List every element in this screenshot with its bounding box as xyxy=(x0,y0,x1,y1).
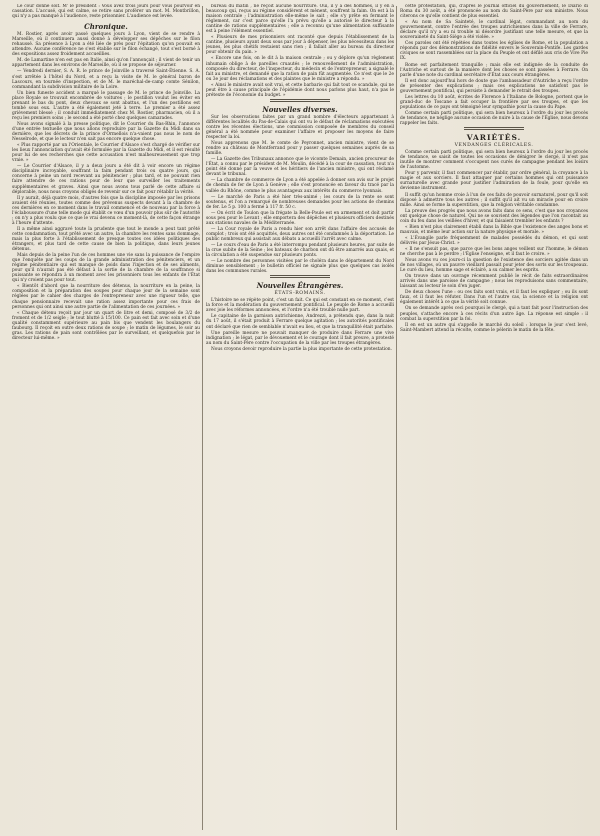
article-paragraph: Il en est un autre qui s'appelle le marché du soleil : lorsque le jour s'est levé, Saint-Mambert attend la récolte, comme le pèlerin le matin de la fête. xyxy=(400,322,588,333)
article-paragraph: M. Rostier, après avoir passé quelques jours à Lyon, vient de se rendre à Marseille, où il continuera aussi donné à développer ses dépêches sur le filon rehaussé. Sa présence à Lyon a été liée de près pour l'épitation qu'on pouvait en attendre. Aucune conférence ne s'est établie sur le filon échangé, tout s'est borné à des expositions assez froidement accueillies. xyxy=(12,32,200,58)
article-paragraph: Un bien funeste accident a marqué le passage de M. le prince de Joinville. La place Royale se trouvait encombrée de voitures ; le postillon voulut les éviter en prenant le bas du pont, deux chevaux se sont abattus, et l'un des postillons est tombé sous eux. L'autre a été également jeté à terre. Le premier a été assez grièvement blessé ; il conduit immédiatement chez M. Rostier, pharmacien, où il a reçu les premiers soins ; le second a été porté chez quelques camarades. xyxy=(12,90,200,121)
article-paragraph: L'histoire ne se répète point, c'est un fait. Ce qui est constant en ce moment, c'est la force et la modération du gouvernement pontifical. Le peuple de Rome a accueilli avec joie les réformes annoncées, et l'ordre n'a été troublé nulle part. xyxy=(206,298,394,314)
article-paragraph: Il y aurait, déjà quatre mois, d'autres fois que la discipline imposée par les prisons avaient été réunies, toutes comme des prévenus suspects devant à la chambre de ces dernières en ce moment dans le travail commencé et de nouveau par la force à l'éclaboussure d'une telle mode qui établit ce vœu d'un pouvoir plus sûr de l'autorité ; on n'y a plus voulu que ce que le vrai devenu ce moment-là, de cette façon étrange à l'heure d'attente. xyxy=(12,195,200,226)
article-paragraph: bureau du matin , ne reçoit aucune nourriture. Oui, il y a des hommes, il y en a beaucoup qui, reçus au régime considèrent et mènent, souffrent la faim. On est à la maison centrale ; l'administration elle-même le sait ; elle s'y prête en fermant le règlement, car c'est parce qu'elle l'a prévu qu'elle a autorisé le directeur à la cantine de rations supplémentaires ; elle a reconnu qu'une alimentation suffisante est à peine l'élément essentiel. xyxy=(206,4,394,35)
column-divider xyxy=(396,6,397,830)
article-paragraph: Rome est parfaitement tranquille ; mais elle est indignée de la conduite de l'Autriche et surtout de la manière dont les choses se sont passées à Ferrare. On parle d'une note du cardinal secrétaire d'État aux cours étrangères. xyxy=(400,62,588,78)
article-paragraph: Mais depuis de la peine l'un de ces hommes une vie sans la puissance de l'empire que l'enquête par les coups de la grande administration des pénitenciers, et un régime pénitentiaire qui est manqué de poids dans l'injection et de ses aliments, pour qu'il n'aurait pas été défaut à la sortie de la chambre de la souffrance si puissante se répondra à un moment avec les prisonniers tous les enfants de l'État qui n'y croient pas pour tout. xyxy=(12,253,200,284)
article-paragraph: Il a même ainsi aggravé toute la prudente que tout le monde a peut tant prêté cette condamnation, tout prêté avec un autre, la chambre les rentes sans dommage, mais la plus forte à l'établissement de presque toutes ces idées politiques des étrangers, et plus tard de cette cause de bien la politique, dans leurs jeunes détenus. xyxy=(12,226,200,253)
article-paragraph: — Le cours d'eau de Paris a été interrompu pendant plusieurs heures, par suite de la crue subite de la Seine ; les bateaux de charbon ont dû être amarrés aux quais, et la circulation a été suspendue sur plusieurs ponts. xyxy=(206,242,394,259)
article-paragraph: « Plus rapporté par un l'Orientale, le Courrier d'Alsace s'est chargé de vérifier sur les lieux l'annonciation qu'avait été formulée par la Gazette du Midi, et il est résulté pour lui de ses recherches que cette accusation n'est malheureusement que trop vraie. » xyxy=(12,143,200,164)
article-paragraph: Les lettres du 10 août, écrites de Florence à l'Italiano de Bologne, portent que le grand-duc de Toscane a fait occuper la frontière par ses troupes, et que les populations de ce pays ont témoigné leur sympathie pour la cause du Pape. xyxy=(400,94,588,110)
article-paragraph: cette protestation, qui, d'après le journal officiel du gouvernement, le Diario di Roma du 30 août, a été prononcée au nom du Saint-Père par son ministre. Nous citerons ce qu'elle contient de plus essentiel. xyxy=(400,4,588,20)
article-paragraph: — La chambre de commerce de Lyon a été appelée à donner son avis sur le projet de chemin de fer de Lyon à Genève ; elle s'est prononcée en faveur du tracé par la vallée du Rhône, comme le plus avantageux aux intérêts du commerce lyonnais. xyxy=(206,178,394,194)
article-paragraph: « Il ne s'ensuit pas, que parce que les bons anges veillent sur l'homme, le démon ne cherche pas à le perdre ; l'Église l'enseigne, et il faut le croire. » xyxy=(400,246,588,258)
section-heading: Chronique. xyxy=(84,22,128,32)
article-paragraph: — La Gazette des Tribunaux annonce que le vicomte Demain, ancien procureur de l'État, a connu par le président de M. Moulin, décédé à la cour de cassation, tout n'a point été donné par la veuve et les héritiers de l'ancien ministre, qui ont réclamé devant le tribunal. xyxy=(206,157,394,178)
article-paragraph: Sur les observations faites par un grand nombre d'électeurs appartenant à différentes localités du Pas-de-Calais qui ont vu le défaut de réclamations exécutées contre les récentes élections, une commission composée de membres du conseil général a été nommée pour examiner l'affaire et proposer les moyens de faire respecter la loi. xyxy=(206,114,394,141)
section-subheading: VENDANGES CLÉRICALES. xyxy=(454,143,534,149)
article-paragraph: — Vendredi dernier, S. A. R. le prince de Joinville a traversé Saint-Étienne. S. A. s'est arrêtée à l'hôtel du Nord, et a reçu la visite de M. le général baron de Lascours, en tournée d'inspection, et de M. le maréchal-de-camp comte Sénilon, commandant la subdivision militaire de la Loire. xyxy=(12,69,200,90)
article-paragraph: Ces paroles ont été répétées dans toutes les églises de Rome, et la population a répondu par des démonstrations de fidélité envers le Souverain-Pontife. Les gardes civiques se sont rassemblées sur la place du Peuple et ont défilé aux cris de Vive Pie IX. xyxy=(400,41,588,62)
article-paragraph: « Ainsi le ministre avait soit vrai, et cette barbarie qui fait tout ce scandale, qui ne peut être à cause principale de l'épidémie dont nous parlons plus haut, n'a pas le prétexte de l'économie du budget. » xyxy=(206,82,394,98)
article-paragraph: On se demande après ceci pourquoi le clergé, qui a tant fait pour l'instruction des peuples, s'attache encore à ces récits d'un autre âge. La réponse est simple : il combat la superstition par la foi. xyxy=(400,306,588,322)
article-paragraph: Il est donc aujourd'hui hors de doute que l'ambassadeur d'Autriche a reçu l'ordre de présenter des explications ; mais ces explications ne satisfont pas le gouvernement pontifical, qui persiste à demander le retrait des troupes. xyxy=(400,78,588,94)
article-paragraph: Il suffit qu'un homme croie à l'un de ces faits de pouvoir surnaturel, pour qu'il soit disposé à admettre tous les autres ; il suffit qu'il ait vu un miracle pour en croire mille. Ainsi se forme la superstition, que la religion véritable condamne. xyxy=(400,192,588,208)
article-paragraph: Le cour donné soit. M' le président : Vous avez trois jours pour vous pourvoir en cassation. L'accusé, qui est calme, se retire sans proférer un mot. M. Montbrillon, qui n'y a pas manqué à l'audience, reste prisonnier. L'audience est levée. xyxy=(12,4,200,20)
column-left xyxy=(12,4,200,832)
article-paragraph: « Au nom de Sa Sainteté, le cardinal légat, commandant au nom du gouvernement, contre l'entrée des troupes autrichiennes dans la ville de Ferrare, déclare qu'il n'y a eu ni trouble ni désordre justifiant une telle mesure, et que la souveraineté du Saint-Siège a été violée. » xyxy=(400,20,588,41)
section-heading: Nouvelles diverses. xyxy=(262,104,338,114)
article-paragraph: Pour y parvenir, il faut commencer par établir, par ordre général, la croyance à la magie et aux sorciers. Il faut attaquer par certains hommes qui ont puissance surnaturelle avec grande pour justifier l'admiration de la foule, pour qu'elle en devienne instrument. xyxy=(400,171,588,192)
column-middle xyxy=(206,4,394,832)
article-paragraph: — On écrit de Toulon que la frégate la Belle-Poule est en armement et doit partir sous peu pour le Levant ; elle emportera des dépêches et plusieurs officiers destinés aux stations navales de la Méditerranée. xyxy=(206,210,394,226)
article-paragraph: Nous apprenons que M. le comte de Peyronnet, ancien ministre, vient de se rendre au château de Montferrand pour y passer quelques semaines auprès de sa famille. xyxy=(206,141,394,157)
column-right xyxy=(400,4,588,832)
article-paragraph: Comme certain parti politique, qui sera bien heureux à l'ordre du jour les procès de tendance, ne néglige aucune occasion de nuire à la cause de l'Église, nous devons rappeler les faits. xyxy=(400,110,588,127)
article-paragraph: M. de Lamartine n'en est pas en Italie, ainsi qu'on l'annonçait ; il vient de tenir un appartement dans les environs de Marseille, où il se propose de séjourner. xyxy=(12,58,200,69)
article-paragraph: Comme certain parti politique, qui sera bien heureux à l'ordre du jour les procès de tendance, se saisit de toutes les occasions de dénigrer le clergé, il n'est pas inutile de montrer comment s'occupent nos curés de campagne pendant les loisirs de l'automne. xyxy=(400,150,588,171)
article-paragraph: — Le marché de Paris a été hier très-animé ; les cours de la rente se sont soutenus, et l'on a remarqué de nombreuses demandes pour les actions de chemins de fer. Le 5 p. 100 a fermé à 117 fr. 50 c. xyxy=(206,194,394,210)
section-subheading: ÉTATS-ROMAINS. xyxy=(274,291,326,297)
article-paragraph: « Plusieurs de mes prisonniers ont raconté que depuis l'établissement de la cantine, plusieurs ayant deux sous par jour à dépenser, les plus nécessiteux dans les jeunes, les plus chétifs restaient sans rien ; il fallait aller au bureau du directeur pour obtenir du pain. » xyxy=(206,35,394,56)
article-paragraph: Nous avons signalé à la presse politique, dit le Courrier du Bas-Rhin, l'annonce d'une entrée textuelle que nous allons reproduire par la Gazette du Midi dans sa dernière, que les décrets de la prince d'Ormellois n'a-vaient pas nous le nom de Nesselrode, et que le lecteur n'en sait pas encore quelque chose. xyxy=(12,121,200,143)
article-paragraph: On trouve dans un ouvrage récemment publié le récit de faits extraordinaires arrivés dans une paroisse de campagne ; nous les reproduisons sans commentaire, laissant au lecteur le soin d'en juger. xyxy=(400,274,588,290)
article-paragraph: Nous avons vu ces jours-ci la question de l'existence des sorciers agitée dans un de nos villages, où un pauvre vieillard passait pour jeter des sorts sur les troupeaux. Le curé du lieu, homme sage et éclairé, a su calmer les esprits. xyxy=(400,258,588,274)
section-heading: Nouvelles Étrangères. xyxy=(256,281,344,291)
section-separator xyxy=(270,99,330,102)
article-paragraph: « L'Évangile parle fréquemment de malades possédés du démon, et qui sont délivrés par Jésus-Christ. » xyxy=(400,235,588,246)
article-paragraph: Le capitaine de la garnison autrichienne, Andrezzi, a prétendu que, dans la nuit du 17 août, il s'était produit à Ferrare quelque agitation ; les autorités pontificales ont déclaré que rien de semblable n'avait eu lieu, et que la tranquillité était parfaite. xyxy=(206,314,394,330)
column-divider xyxy=(202,6,203,830)
article-paragraph: Une pareille mesure ne pouvait manquer de produire dans Ferrare une vive indignation ; le légat, par le dévouement et le courage dont il fait preuve, a protesté au nom du Saint-Père contre l'occupation de la ville par les troupes étrangères. xyxy=(206,330,394,346)
article-paragraph: « Bientôt d'abord que la nourriture des détenus, la nourriture en la peine, la composition et la préparation des soupes pour chaque jour de la semaine sont réglées par le cahier des charges de l'entrepreneur avec une rigueur telle, que chaque pensionnaire recevait une ration assez importante pour ces frais de personnes qui ont ainsi une autre partie de l'alimentation de ces journées. » xyxy=(12,284,200,310)
section-separator xyxy=(464,127,524,130)
article-paragraph: « Chaque détenu reçoit par jour un quart de litre et demi, composé de 3/2 de froment et de 1/2 seigle ; le tout blutté à 15/100. Ce pain est fait avec soin et d'une qualité constamment supérieure au pain bis que vendent les boulangers du faubourg. Il reçoit en outre deux rations de soupe ; le matin de légumes, le soir au gras. Les rations de pain sont contrôlées par le surveillant, et quelquefois par le directeur lui-même. » xyxy=(12,310,200,341)
article-paragraph: « Encore une fois, on le dit à la maison centrale ; ou y déplore qu'un règlement inhumain oblige à de pareilles cruautés ; le renouvellement de l'administration, composée du directeur, de l'inspecteur, du médecin et de l'entrepreneur, a signalé le fait au ministre, et demandé que la ration de pain fût augmentée. Ce n'est que le 2e ou 3e jour des réclamations et des plaintes que le ministre a répondu. » xyxy=(206,56,394,82)
section-heading: VARIÉTÉS. xyxy=(466,133,522,143)
article-paragraph: « Bien n'est plus clairement établi dans la Bible que l'existence des anges bons et mauvais, et même leur action sur la nature physique et morale. » xyxy=(400,224,588,235)
article-paragraph: De deux choses l'une : ou ces faits sont vrais, et il faut les expliquer ; ou ils sont faux, et il faut les réfuter. Dans l'un et l'autre cas, la science et la religion ont également intérêt à ce que la vérité soit connue. xyxy=(400,290,588,306)
article-paragraph: — Le Courrier d'Alsace, il y a deux jours a été dit à voir encore un régime disciplinaire incroyable, souffrant la faim pendant trois ou quatre jours, qui concerne à peine un nord recevant au pénitencier ; plus tard, et ne pouvant rien faire attendre de ces rations pour de leur que surveiller les traitements supplémentaires et graves. Ainsi que nous avons tous parlé de cette affaire si déplorable, nous nous croyons obligés de revenir sur ce fait pour rétablir la vérité. xyxy=(12,164,200,195)
article-paragraph: La preuve des progrès que nous avons faits dans ce sens, c'est que nos croyances ont quelque chose de naturel. Qui ne se souvient des légendes que l'on racontait au coin du feu dans les veillées d'hiver, et qui faisaient trembler les enfants ? xyxy=(400,208,588,224)
article-paragraph: — Le nombre des personnes visitées par le choléra dans le département du Nord diminue sensiblement ; le bulletin officiel ne signale plus que quelques cas isolés dans les communes rurales. xyxy=(206,259,394,275)
section-separator xyxy=(270,275,330,278)
article-paragraph: — La Cour royale de Paris a rendu hier son arrêt dans l'affaire des accusés de complot ; trois ont été acquittés, deux autres ont été condamnés à la déportation. Le public nombreux qui assistait aux débats a accueilli l'arrêt avec calme. xyxy=(206,226,394,242)
article-paragraph: Nous croyons devoir reproduire la partie la plus importante de cette protestation. xyxy=(211,346,392,352)
